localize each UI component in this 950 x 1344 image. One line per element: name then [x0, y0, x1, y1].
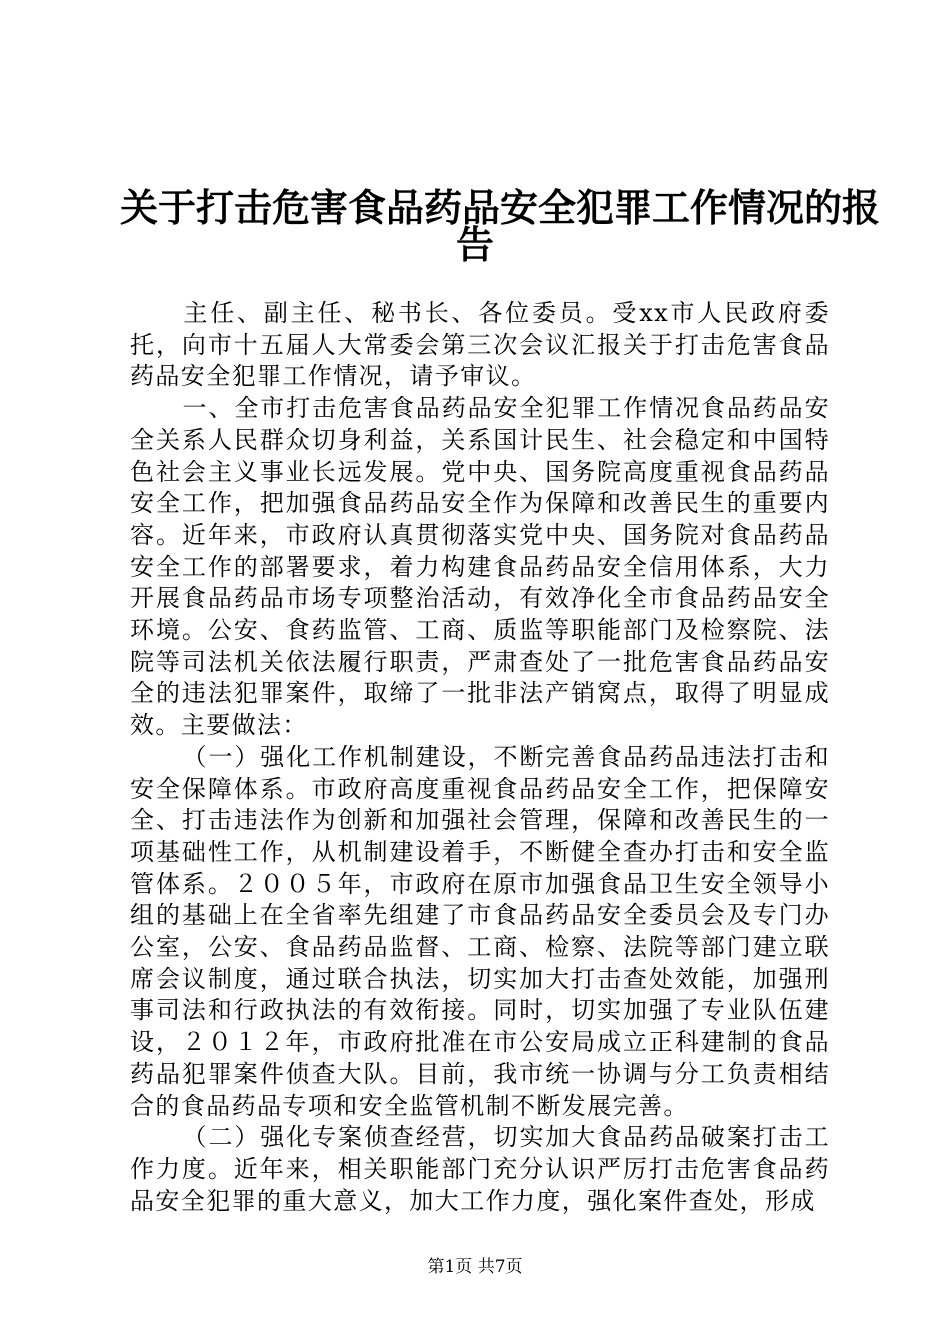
paragraph-text: 一、全市打击危害食品药品安全犯罪工作情况食品药品安全关系人民群众切身利益，关系国计民生、社会稳定和中国特色社会主义事业长远发展。党中央、国务院高度重视食品药品安全工作，把加强食品药品安全作为保障和改善民生的重要内容。近年来，市政府认真贯彻落实党中央、国务院对食品药品安全工作的部署要求，着力构建食品药品安全信用体系，大力开展食品药品市场专项整治活动，有效净化全市食品药品安全环境。公安、食药监管、工商、质监等职能部门及检察院、法院等司法机关依法履行职责，严肃查处了一批危害食品药品安全的违法犯罪案件，取缔了一批非法产销窝点，取得了明显成效。主要做法： [130, 394, 830, 740]
paragraph-text: （二）强化专案侦查经营，切实加大食品药品破案打击工作力度。近年来，相关职能部门充分认识严厉打击危害食品药品安全犯罪的重大意义，加大工作力度，强化案件查处，形成 [130, 1123, 830, 1215]
paragraph-text: （一）强化工作机制建设，不断完善食品药品违法打击和安全保障体系。市政府高度重视食品药品安全工作，把保障安全、打击违法作为创新和加强社会管理，保障和改善民生的一项基础性工作，从机制建设着手，不断健全查办打击和安全监管体系。２００５年，市政府在原市加强食品卫生安全领导小组的基础上在全省率先组建了市食品药品安全委员会及专门办公室，公安、食品药品监督、工商、检察、法院等部门建立联席会议制度，通过联合执法，切实加大打击查处效能，加强刑事司法和行政执法的有效衔接。同时，切实加强了专业队伍建设，２０１２年，市政府批准在市公安局成立正科建制的食品药品犯罪案件侦查大队。目前，我市统一协调与分工负责相结合的食品药品专项和安全监管机制不断发展完善。 [130, 742, 830, 1120]
paragraph-subsection-two [130, 1122, 830, 1217]
paragraph-intro [130, 298, 830, 393]
document-body [130, 298, 830, 1217]
page-number-footer: 第1页 共7页 [427, 1257, 523, 1277]
document-title-line-1: 关于打击危害食品药品安全犯罪工作情况的报 [120, 185, 881, 230]
paragraph-subsection-one [130, 742, 830, 1122]
paragraph-section-one [130, 393, 830, 742]
paragraph-text: 主任、副主任、秘书长、各位委员。受xx市人民政府委托，向市十五届人大常委会第三次会议汇报关于打击危害食品药品安全犯罪工作情况，请予审议。 [130, 299, 830, 391]
document-title-line-2: 告 [455, 222, 494, 267]
